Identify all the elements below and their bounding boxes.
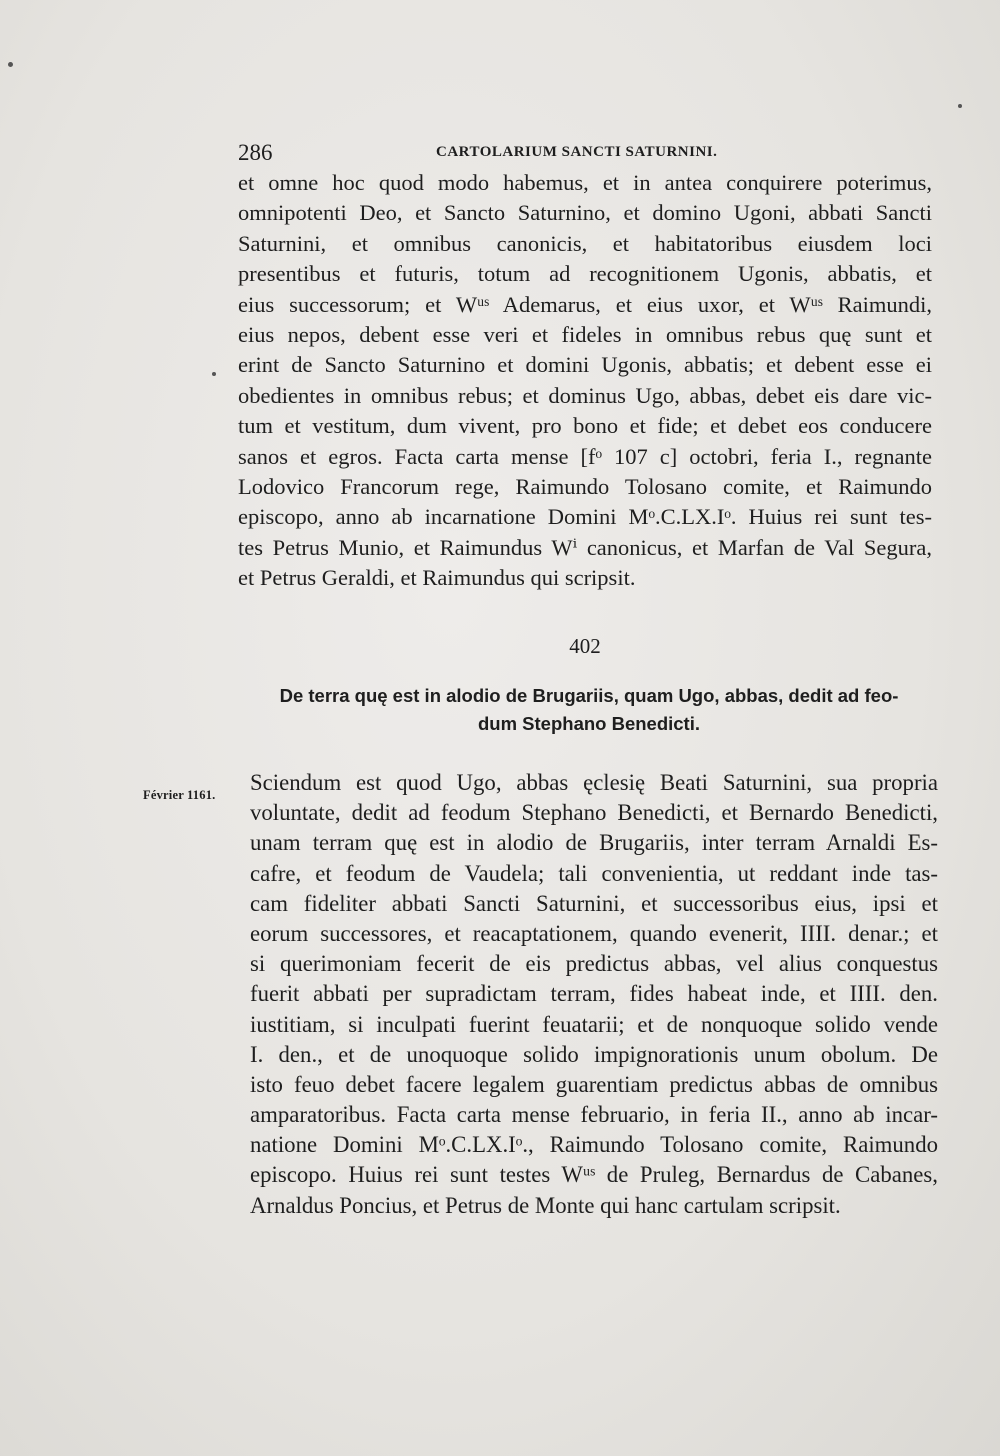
text-line: Saturnini, et omnibus canonicis, et habitatoribus eiusdem loci — [238, 230, 932, 256]
continuation-text — [238, 168, 932, 593]
page-number: 286 — [238, 140, 273, 165]
charter-number: 402 — [569, 634, 601, 658]
running-title: CARTOLARIUM SANCTI SATURNINI. — [436, 144, 718, 160]
text-line: iustitiam, si inculpati fuerint feuatarii; et de nonquoque solido vende — [250, 1011, 938, 1037]
text-line: presentibus et futuris, totum ad recognitionem Ugonis, abbatis, et — [238, 261, 932, 287]
page-speck — [958, 104, 962, 108]
text-line: voluntate, dedit ad feodum Stephano Benedicti, et Bernardo Benedicti, — [250, 800, 938, 826]
text-line: tes Petrus Munio, et Raimundus Wⁱ canonicus, et Marfan de Val Segura, — [238, 534, 932, 560]
page-speck — [8, 62, 13, 67]
text-line: amparatoribus. Facta carta mense februario, in feria II., anno ab incar- — [250, 1102, 938, 1128]
text-line: Sciendum est quod Ugo, abbas ęclesię Beati Saturnini, sua propria — [250, 770, 938, 795]
charter-heading-line: dum Stephano Benedicti. — [477, 713, 701, 734]
text-line: omnipotenti Deo, et Sancto Saturnino, et domino Ugoni, abbati Sancti — [238, 200, 932, 226]
text-line: eius nepos, debent esse veri et fideles in omnibus rebus quę sunt et — [238, 321, 932, 347]
running-head — [238, 140, 938, 170]
charter-body — [250, 768, 938, 1221]
text-line: unam terram quę est in alodio de Brugariis, inter terram Arnaldi Es- — [250, 830, 938, 856]
text-line: Arnaldus Poncius, et Petrus de Monte qui hanc cartulam scripsit. — [250, 1192, 841, 1218]
margin-date: Février 1161. — [143, 788, 216, 802]
text-line: erint de Sancto Saturnino et domini Ugonis, abbatis; et debent esse ei — [238, 352, 932, 378]
text-line: fuerit abbati per supradictam terram, fides habeat inde, et IIII. den. — [250, 981, 938, 1007]
text-line: cafre, et feodum de Vaudela; tali convenientia, ut reddant inde tas- — [250, 860, 938, 886]
text-line: obedientes in omnibus rebus; et dominus Ugo, abbas, debet eis dare vic- — [238, 382, 932, 408]
text-line: si querimoniam fecerit de eis predictus abbas, vel alius conquestus — [250, 951, 938, 977]
text-line: natione Domini Mᵒ.C.LX.Iᵒ., Raimundo Tolosano comite, Raimundo — [250, 1132, 938, 1158]
text-line: sanos et egros. Facta carta mense [fᵒ 107 c] octobri, feria I., regnante — [238, 443, 932, 469]
text-line: eorum successores, et reacaptationem, quando evenerit, IIII. denar.; et — [250, 920, 938, 946]
page-speck — [212, 372, 216, 376]
text-line: isto feuo debet facere legalem guarentiam predictus abbas de omnibus — [250, 1071, 938, 1097]
charter-heading-line: De terra quę est in alodio de Brugariis, quam Ugo, abbas, dedit ad feo- — [279, 685, 899, 706]
text-line: episcopo. Huius rei sunt testes Wᵘˢ de Pruleg, Bernardus de Cabanes, — [250, 1162, 938, 1188]
text-line: cam fideliter abbati Sancti Saturnini, et successoribus eius, ipsi et — [250, 890, 938, 916]
text-line: et Petrus Geraldi, et Raimundus qui scripsit. — [238, 565, 636, 591]
text-line: episcopo, anno ab incarnatione Domini Mᵒ.C.LX.Iᵒ. Huius rei sunt tes- — [238, 504, 932, 530]
text-line: tum et vestitum, dum vivent, pro bono et fide; et debet eos conducere — [238, 413, 932, 439]
text-line: et omne hoc quod modo habemus, et in antea conquirere poterimus, — [238, 170, 932, 195]
text-line: Lodovico Francorum rege, Raimundo Tolosano comite, et Raimundo — [238, 473, 932, 499]
charter-heading — [244, 682, 934, 738]
text-line: I. den., et de unoquoque solido impignorationis unum obolum. De — [250, 1041, 938, 1067]
text-line: eius successorum; et Wᵘˢ Ademarus, et eius uxor, et Wᵘˢ Raimundi, — [238, 291, 932, 317]
